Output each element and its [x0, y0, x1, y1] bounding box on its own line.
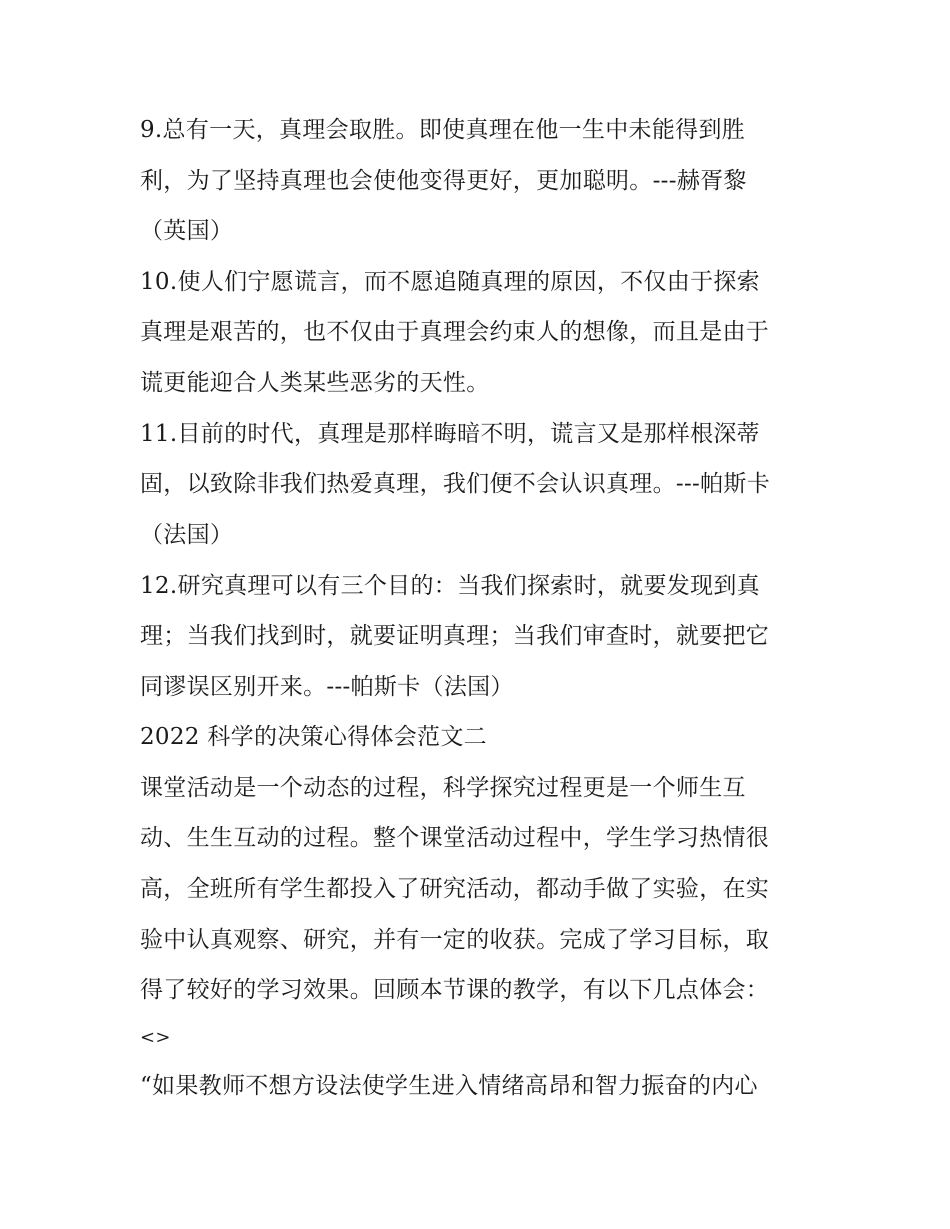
text-line: 9.总有一天，真理会取胜。即使真理在他一生中未能得到胜: [140, 117, 746, 143]
text-line: （英国）: [140, 218, 234, 244]
text-line: <>: [140, 1027, 171, 1048]
text-line: 课堂活动是一个动态的过程，科学探究过程更是一个师生互: [140, 775, 746, 801]
text-line: 12.研究真理可以有三个目的：当我们探索时，就要发现到真: [140, 573, 760, 599]
text-line: 同谬误区别开来。---帕斯卡（法国）: [140, 674, 514, 700]
text-line: 利，为了坚持真理也会使他变得更好，更加聪明。---赫胥黎: [140, 168, 747, 194]
text-line: 高，全班所有学生都投入了研究活动，都动手做了实验，在实: [140, 876, 770, 902]
section-heading: 2022 科学的决策心得体会范文二: [140, 724, 487, 750]
text-line: 谎更能迎合人类某些恶劣的天性。: [140, 370, 490, 396]
text-line: 真理是艰苦的，也不仅由于真理会约束人的想像，而且是由于: [140, 319, 770, 345]
text-line: 10.使人们宁愿谎言，而不愿追随真理的原因，不仅由于探索: [140, 269, 760, 295]
text-line: 动、生生互动的过程。整个课堂活动过程中，学生学习热情很: [140, 825, 770, 851]
text-line: 固，以致除非我们热爱真理，我们便不会认识真理。---帕斯卡: [140, 471, 771, 497]
text-line: （法国）: [140, 522, 234, 548]
text-line: “如果教师不想方设法使学生进入情绪高昂和智力振奋的内心: [140, 1073, 758, 1099]
text-line: 11.目前的时代，真理是那样晦暗不明，谎言又是那样根深蒂: [140, 421, 760, 447]
text-line: 理；当我们找到时，就要证明真理；当我们审查时，就要把它: [140, 623, 770, 649]
text-line: 验中认真观察、研究，并有一定的收获。完成了学习目标，取: [140, 927, 770, 953]
text-line: 得了较好的学习效果。回顾本节课的教学，有以下几点体会：: [140, 977, 770, 1003]
